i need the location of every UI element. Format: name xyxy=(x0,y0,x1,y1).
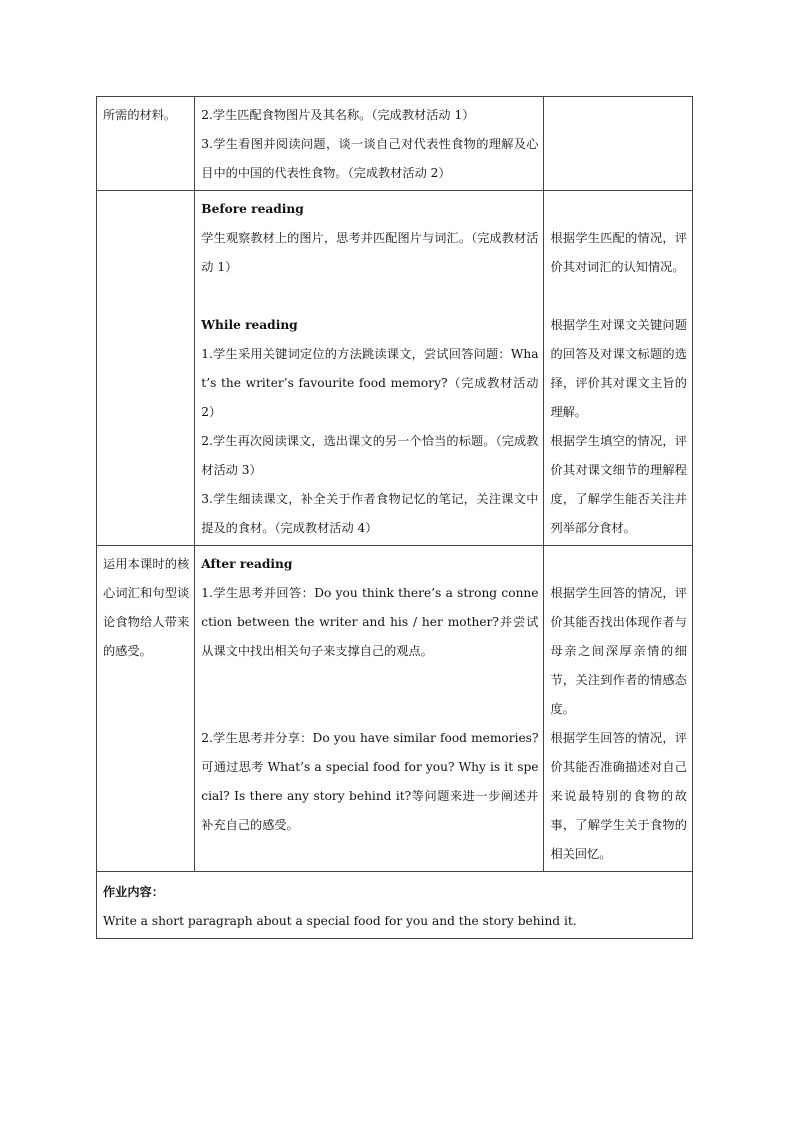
assessment-text: 根据学生填空的情况，评价其对课文细节的理解程度，了解学生能否关注并列举部分食材。 xyxy=(550,434,687,535)
homework-cell xyxy=(97,872,693,939)
spacer xyxy=(550,195,687,224)
homework-row xyxy=(97,872,693,939)
activity-item: 1.学生采用关键词定位的方法跳读课文，尝试回答问题：What’s the writer’s favourite food memory?（完成教材活动 2） xyxy=(201,347,539,419)
assessment-cell xyxy=(544,546,693,872)
assessment-text: 根据学生回答的情况，评价其能否找出体现作者与母亲之间深厚亲情的细节，关注到作者的情感态度。 xyxy=(550,586,687,716)
assessment-cell xyxy=(544,191,693,546)
spacer xyxy=(550,282,687,311)
homework-text: Write a short paragraph about a special food for you and the story behind it. xyxy=(103,914,577,928)
activity-cell xyxy=(195,191,544,546)
assessment-cell xyxy=(544,97,693,191)
assessment-text: 根据学生对课文关键问题的回答及对课文标题的选择，评价其对课文主旨的理解。 xyxy=(550,318,687,419)
assessment-text: 根据学生回答的情况，评价其能否准确描述对自己来说最特别的食物的故事，了解学生关于食物的相关回忆。 xyxy=(550,731,687,861)
objective-cell xyxy=(97,546,195,872)
activity-item: 2.学生思考并分享：Do you have similar food memories?可通过思考 What’s a special food for you? Why is it special? Is there any story behind it?等问题来进一步阐述并补充自己的感受。 xyxy=(201,731,539,832)
table-row xyxy=(97,97,693,191)
table-row xyxy=(97,191,693,546)
spacer xyxy=(201,666,538,724)
assessment-text: 根据学生匹配的情况，评价其对词汇的认知情况。 xyxy=(550,231,687,274)
table-row xyxy=(97,546,693,872)
activity-item: 1.学生思考并回答：Do you think there’s a strong connection between the writer and his / her mother?并尝试从课文中找出相关句子来支撑自己的观点。 xyxy=(201,586,539,658)
objective-text: 运用本课时的核心词汇和句型谈论食物给人带来的感受。 xyxy=(103,557,190,658)
while-reading-heading: While reading xyxy=(201,318,298,332)
before-reading-heading: Before reading xyxy=(201,202,304,216)
activity-cell xyxy=(195,97,544,191)
activity-item: 学生观察教材上的图片，思考并匹配图片与词汇。（完成教材活动 1） xyxy=(201,231,539,274)
spacer xyxy=(550,550,687,579)
activity-cell xyxy=(195,546,544,872)
objective-cell xyxy=(97,97,195,191)
spacer xyxy=(201,282,538,311)
activity-item: 2.学生再次阅读课文，选出课文的另一个恰当的标题。（完成教材活动 3） xyxy=(201,434,539,477)
objective-cell xyxy=(97,191,195,546)
lesson-plan-table xyxy=(96,96,693,939)
homework-label: 作业内容： xyxy=(103,885,164,899)
activity-item: 3.学生看图并阅读问题，谈一谈自己对代表性食物的理解及心目中的中国的代表性食物。（完成教材活动 2） xyxy=(201,137,539,180)
after-reading-heading: After reading xyxy=(201,557,293,571)
activity-item: 2.学生匹配食物图片及其名称。（完成教材活动 1） xyxy=(201,108,475,122)
lesson-plan-page xyxy=(96,96,693,939)
activity-item: 3.学生细读课文，补全关于作者食物记忆的笔记，关注课文中提及的食材。（完成教材活动 4） xyxy=(201,492,539,535)
objective-text: 所需的材料。 xyxy=(103,108,177,122)
